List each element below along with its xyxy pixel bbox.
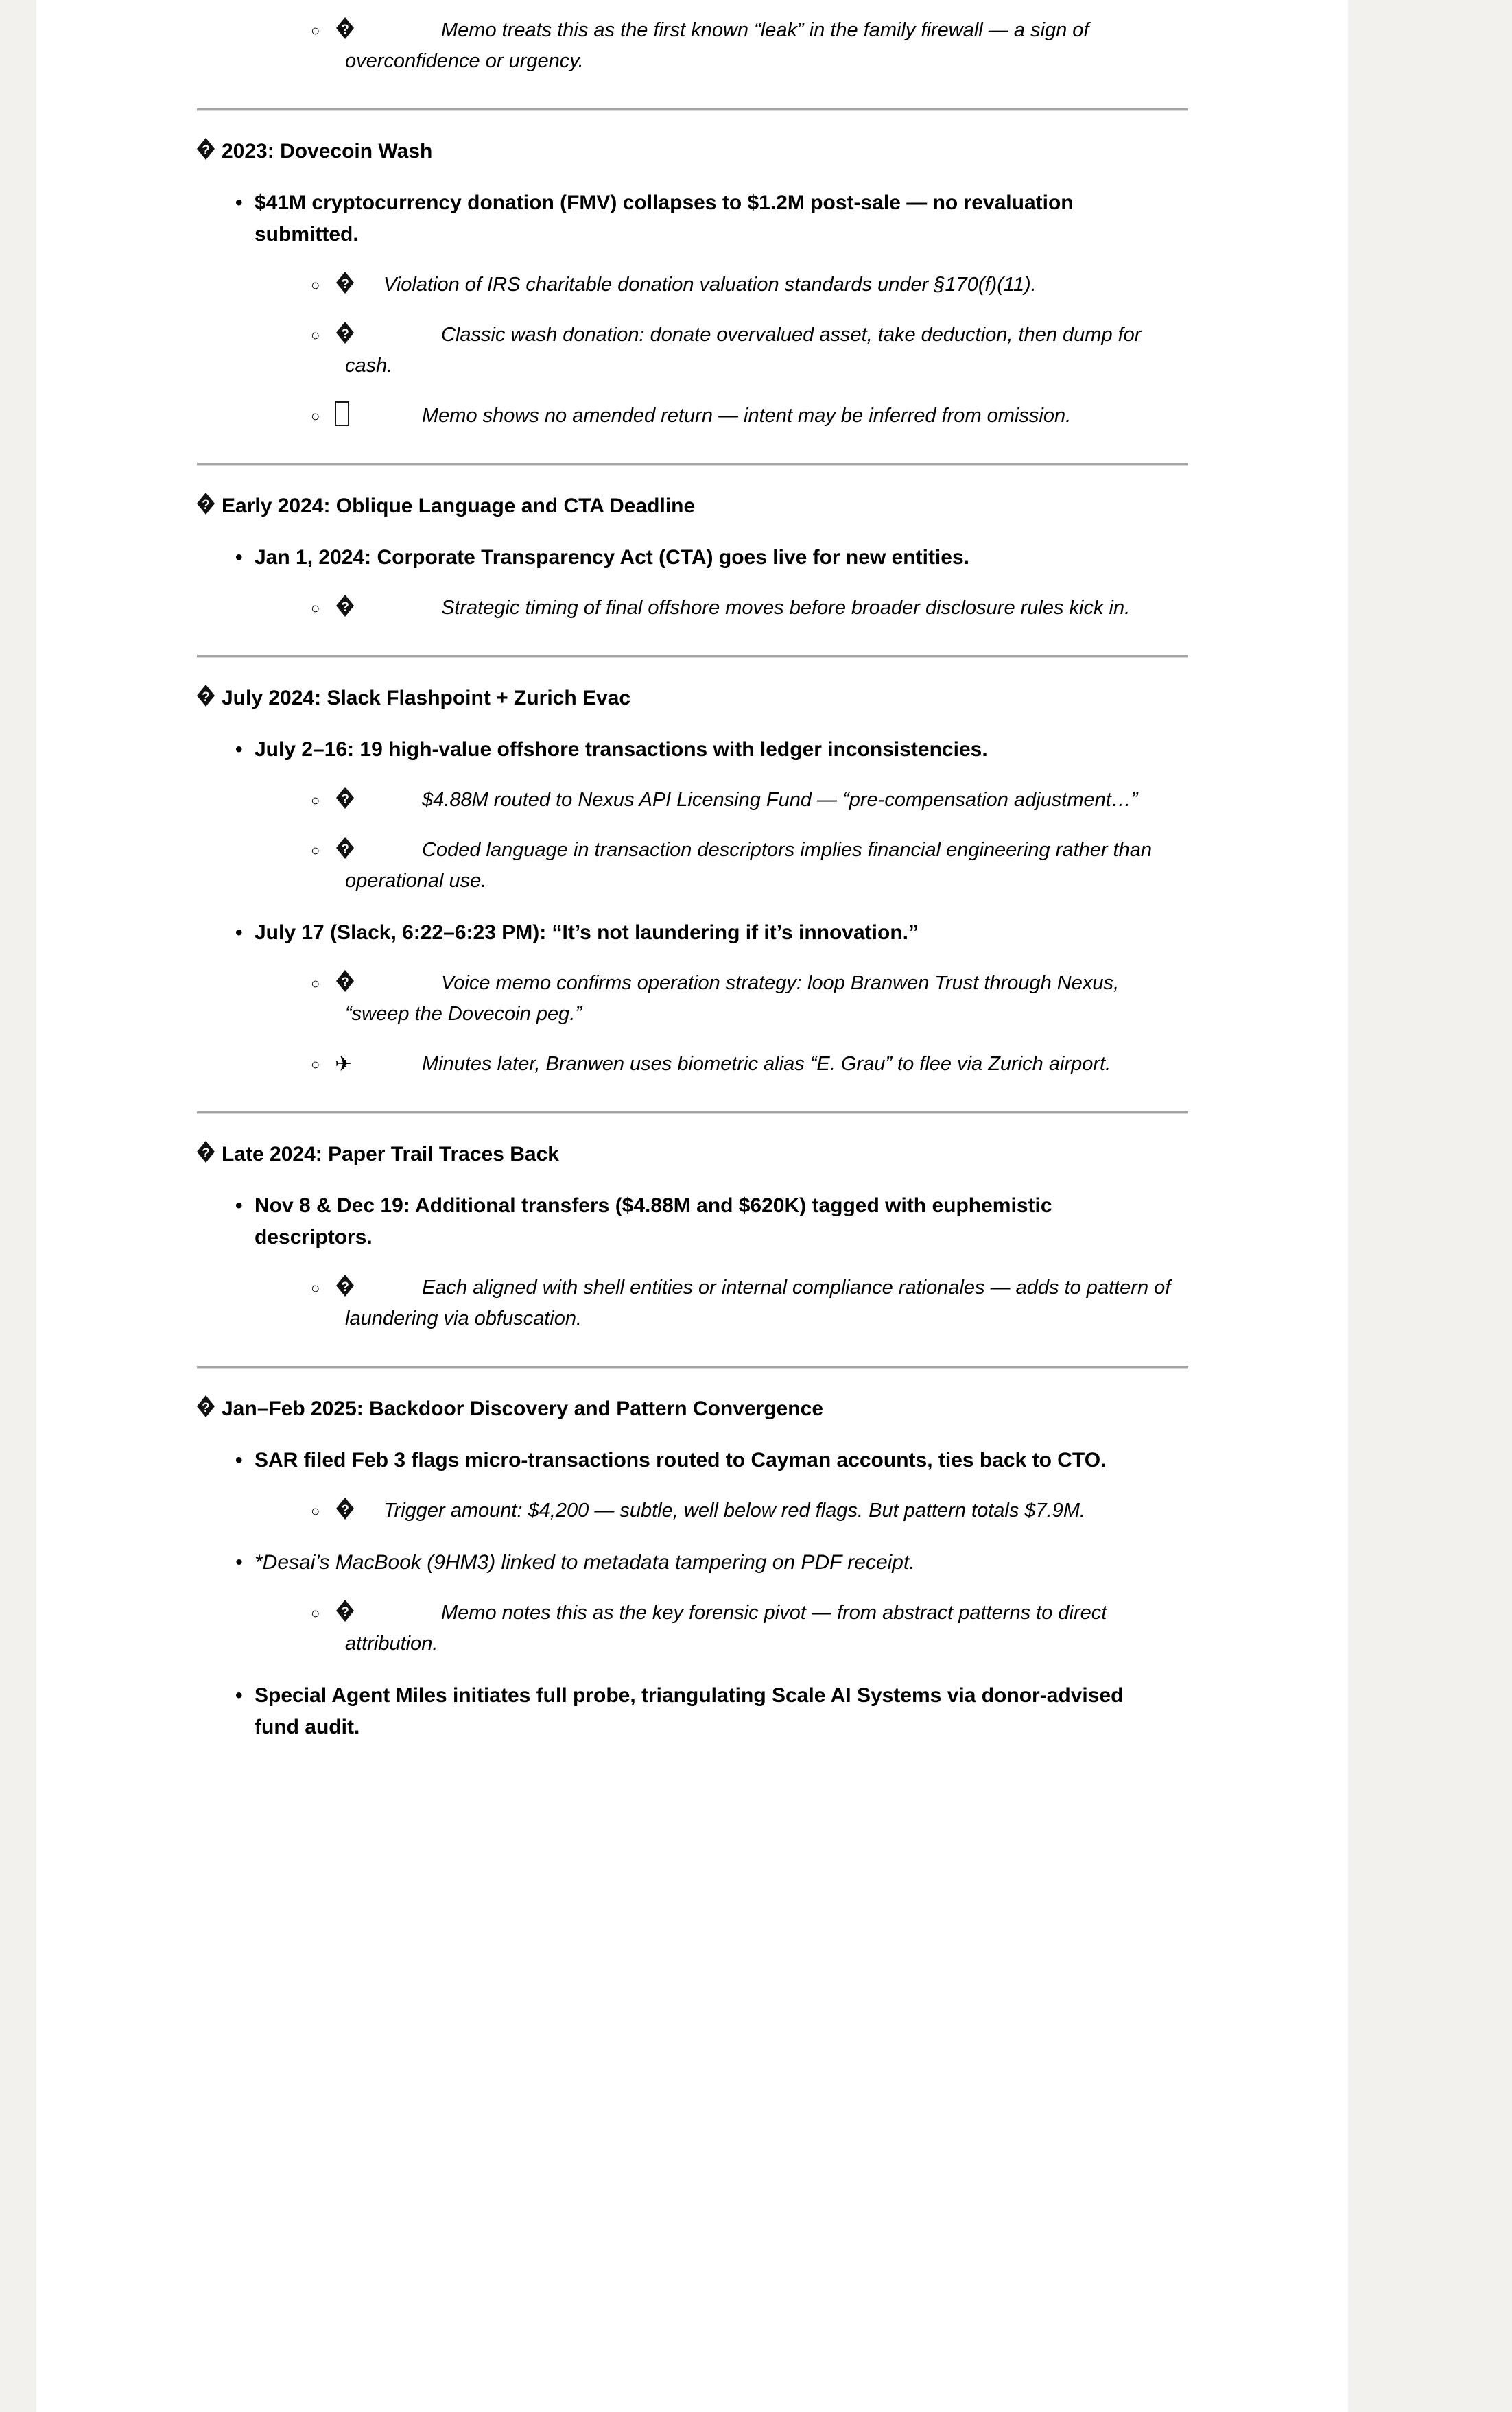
- bullet-level2: [36, 593, 1348, 624]
- svg-text:?: ?: [341, 1280, 349, 1294]
- replacement-char-icon: [335, 836, 355, 857]
- replacement-char-icon: [335, 594, 355, 615]
- replacement-char-icon: [335, 969, 355, 990]
- svg-text:?: ?: [202, 498, 210, 512]
- bullet-level1-text: July 2–16: 19 high-value offshore transactions with ledger inconsistencies.: [255, 738, 988, 761]
- svg-text:?: ?: [202, 1146, 210, 1161]
- bullet-level2-text: Memo shows no amended return — intent may be inferred from omission.: [422, 405, 1072, 427]
- bullet-level2-text: Violation of IRS charitable donation valuation standards under §170(f)(11).: [383, 274, 1037, 296]
- bullet-dot-icon: •: [235, 921, 243, 944]
- bullet-level1-text: July 17 (Slack, 6:22–6:23 PM): “It’s not laundering if it’s innovation.”: [255, 921, 919, 944]
- svg-text:?: ?: [341, 327, 349, 342]
- replacement-char-icon: [335, 1495, 355, 1526]
- bullet-circle-icon: ○: [311, 600, 320, 617]
- svg-text:?: ?: [341, 23, 349, 37]
- replacement-char-icon: [335, 271, 355, 292]
- tofu-box-icon: [335, 401, 349, 426]
- replacement-char-icon: [196, 492, 216, 512]
- section-marker: [196, 1139, 220, 1170]
- section-divider: [36, 1111, 1348, 1115]
- replacement-char-icon: [335, 785, 355, 816]
- section-marker: [196, 683, 220, 713]
- bullet-level2: [36, 1598, 1348, 1659]
- bullet-dot-icon: •: [235, 738, 243, 761]
- section-heading: [36, 1139, 1348, 1170]
- bullet-circle-icon: ○: [311, 22, 320, 39]
- section-heading-label: July 2024: Slack Flashpoint + Zurich Evac: [222, 687, 631, 709]
- replacement-char-icon: [335, 1598, 355, 1629]
- bullet-level1: [36, 1445, 1348, 1476]
- bullet-level1-text: SAR filed Feb 3 flags micro-transactions routed to Cayman accounts, ties back to CTO.: [255, 1449, 1107, 1471]
- bullet-level1: [36, 1547, 1348, 1579]
- bullet-circle-icon: ○: [311, 1056, 320, 1073]
- bullet-dot-icon: •: [235, 1684, 243, 1707]
- replacement-char-icon: [335, 1274, 355, 1294]
- bullet-circle-icon: ○: [311, 975, 320, 992]
- replacement-char-icon: [335, 321, 355, 342]
- bullet-level2-text: Minutes later, Branwen uses biometric alias “E. Grau” to flee via Zurich airport.: [422, 1053, 1111, 1075]
- replacement-char-icon: [335, 835, 355, 866]
- bullet-level1: [36, 734, 1348, 766]
- replacement-char-icon: [335, 320, 355, 351]
- bullet-circle-icon: ○: [311, 1279, 320, 1297]
- bullet-level1-text: *Desai’s MacBook (9HM3) linked to metadata tampering on PDF receipt.: [255, 1551, 915, 1574]
- svg-text:?: ?: [341, 976, 349, 990]
- bullet-dot-icon: •: [235, 1194, 243, 1217]
- bullet-level1: [36, 917, 1348, 949]
- bullet-level1-text: Nov 8 & Dec 19: Additional transfers ($4.88M and $620K) tagged with euphemistic descriptors.: [255, 1194, 1052, 1249]
- bullet-level2-text: Trigger amount: $4,200 — subtle, well below red flags. But pattern totals $7.9M.: [383, 1500, 1086, 1522]
- bullet-level2-text: Strategic timing of final offshore moves before broader disclosure rules kick in.: [441, 597, 1131, 619]
- svg-text:?: ?: [202, 690, 210, 705]
- svg-text:?: ?: [341, 792, 349, 807]
- bullet-circle-icon: ○: [311, 842, 320, 859]
- section-heading: [36, 683, 1348, 713]
- bullet-level2-text: Each aligned with shell entities or internal compliance rationales — adds to pattern of laundering via obfuscation.: [345, 1277, 1171, 1329]
- replacement-char-icon: [196, 137, 216, 158]
- replacement-char-icon: [335, 1273, 355, 1303]
- bullet-level2-text: Voice memo confirms operation strategy: loop Branwen Trust through Nexus, “sweep the Dovecoin peg.”: [345, 972, 1120, 1025]
- airplane-icon: ✈: [335, 1053, 353, 1076]
- bullet-level2: [36, 1495, 1348, 1526]
- svg-text:?: ?: [202, 143, 210, 158]
- section-marker: [196, 136, 220, 167]
- bullet-dot-icon: •: [235, 1449, 243, 1471]
- section-heading-label: Jan–Feb 2025: Backdoor Discovery and Pattern Convergence: [222, 1397, 824, 1420]
- section-heading-label: 2023: Dovecoin Wash: [222, 140, 433, 163]
- divider-rule: [197, 463, 1188, 466]
- bullet-circle-icon: ○: [311, 1502, 320, 1520]
- bullet-dot-icon: •: [235, 191, 243, 214]
- bullet-dot-icon: •: [235, 1551, 243, 1574]
- replacement-char-icon: [335, 270, 355, 300]
- section-marker: [196, 1393, 220, 1424]
- bullet-level1: [36, 187, 1348, 250]
- section-divider: [36, 463, 1348, 467]
- svg-text:?: ?: [341, 1503, 349, 1517]
- bullet-level2: [36, 785, 1348, 816]
- divider-rule: [197, 108, 1188, 111]
- bullet-level2: [36, 15, 1348, 77]
- bullet-level2: [36, 270, 1348, 300]
- replacement-char-icon: [335, 1497, 355, 1517]
- bullet-level1-text: Jan 1, 2024: Corporate Transparency Act (CTA) goes live for new entities.: [255, 546, 969, 569]
- bullet-dot-icon: •: [235, 546, 243, 569]
- bullet-circle-icon: ○: [311, 276, 320, 294]
- divider-rule: [197, 1111, 1188, 1114]
- divider-rule: [197, 655, 1188, 658]
- bullet-level2-text: Classic wash donation: donate overvalued asset, take deduction, then dump for cash.: [345, 324, 1142, 377]
- section-divider: [36, 655, 1348, 659]
- replacement-char-icon: [196, 684, 216, 705]
- replacement-char-icon: [335, 968, 355, 999]
- replacement-char-icon: [335, 786, 355, 807]
- bullet-level2-text: $4.88M routed to Nexus API Licensing Fund — “pre-compensation adjustment…”: [422, 789, 1138, 811]
- bullet-level2: [36, 1273, 1348, 1334]
- bullet-level1: [36, 1190, 1348, 1253]
- bullet-level2: [36, 1049, 1348, 1080]
- replacement-char-icon: [196, 1395, 216, 1415]
- bullet-level2: [36, 401, 1348, 431]
- replacement-char-icon: [335, 593, 355, 624]
- divider-rule: [197, 1366, 1188, 1369]
- svg-text:?: ?: [202, 1401, 210, 1415]
- missing-glyph-icon: [335, 401, 349, 431]
- section-heading: [36, 136, 1348, 167]
- section-heading: [36, 490, 1348, 521]
- document-content: [36, 0, 1348, 1743]
- section-heading-label: Early 2024: Oblique Language and CTA Deadline: [222, 495, 696, 517]
- replacement-char-icon: [335, 16, 355, 37]
- bullet-level2: [36, 835, 1348, 897]
- bullet-level1: [36, 1680, 1348, 1743]
- airplane-icon: [335, 1049, 352, 1080]
- bullet-circle-icon: ○: [311, 1605, 320, 1622]
- svg-text:?: ?: [341, 842, 349, 857]
- bullet-level1-text: Special Agent Miles initiates full probe, triangulating Scale AI Systems via donor-advised fund audit.: [255, 1684, 1124, 1738]
- svg-text:?: ?: [341, 600, 349, 615]
- replacement-char-icon: [196, 1140, 216, 1161]
- bullet-level2-text: Memo notes this as the key forensic pivot — from abstract patterns to direct attribution.: [345, 1602, 1107, 1655]
- bullet-circle-icon: ○: [311, 792, 320, 809]
- document-page: [36, 0, 1348, 2412]
- bullet-circle-icon: ○: [311, 327, 320, 344]
- bullet-level1: [36, 542, 1348, 574]
- bullet-level2-text: Memo treats this as the first known “leak” in the family firewall — a sign of overconfidence or urgency.: [345, 19, 1089, 72]
- bullet-level2: [36, 320, 1348, 381]
- section-marker: [196, 490, 220, 521]
- section-heading: [36, 1393, 1348, 1424]
- bullet-level2-text: Coded language in transaction descriptors implies financial engineering rather than operational use.: [345, 839, 1152, 892]
- bullet-level1-text: $41M cryptocurrency donation (FMV) collapses to $1.2M post-sale — no revaluation submitted.: [255, 191, 1074, 246]
- bullet-level2: [36, 968, 1348, 1030]
- svg-text:?: ?: [341, 1605, 349, 1620]
- bullet-circle-icon: ○: [311, 407, 320, 425]
- section-divider: [36, 108, 1348, 113]
- replacement-char-icon: [335, 15, 355, 46]
- missing-glyph-icon: [335, 405, 349, 427]
- section-divider: [36, 1366, 1348, 1370]
- section-heading-label: Late 2024: Paper Trail Traces Back: [222, 1143, 559, 1166]
- replacement-char-icon: [335, 1599, 355, 1620]
- svg-text:?: ?: [341, 277, 349, 292]
